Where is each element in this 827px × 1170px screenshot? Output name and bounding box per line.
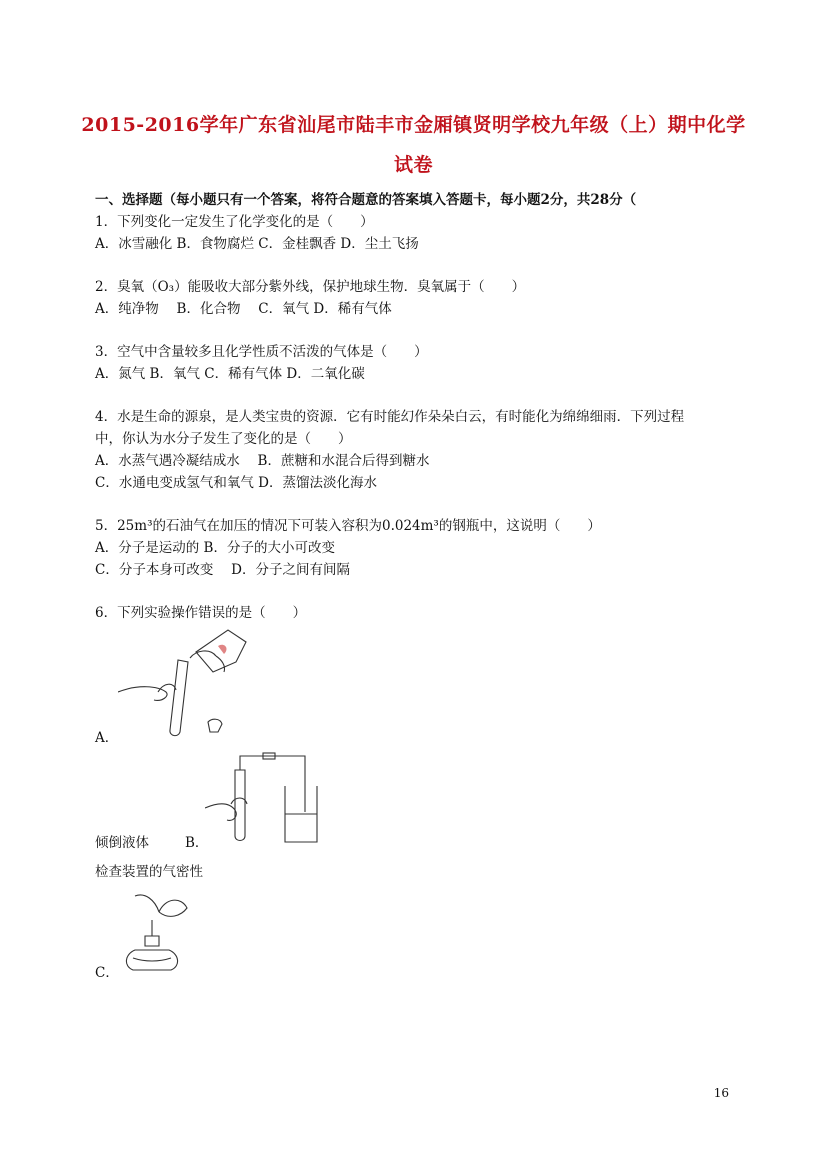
document-title-line1: 2015-2016学年广东省汕尾市陆丰市金厢镇贤明学校九年级（上）期中化学 [81,114,746,136]
q5-options-ab: A．分子是运动的 B．分子的大小可改变 [95,540,335,556]
q5-options-cd: C．分子本身可改变 D．分子之间有间隔 [95,562,350,578]
page-number: 16 [713,1086,729,1100]
alcohol-lamp-figure [115,890,190,978]
q3-stem: 3．空气中含量较多且化学性质不活泼的气体是（ ） [95,344,428,360]
q2-stem: 2．臭氧（O₃）能吸收大部分紫外线，保护地球生物．臭氧属于（ ） [95,279,526,295]
q4-options-ab: A．水蒸气遇冷凝结成水 B．蔗糖和水混合后得到糖水 [95,453,430,469]
section-heading: 一、选择题（每小题只有一个答案，将符合题意的答案填入答题卡，每小题2分，共28分（ [95,192,637,208]
q3-options: A．氮气 B．氧气 C．稀有气体 D．二氧化碳 [95,366,365,382]
airtightness-check-figure [205,752,325,848]
q6-option-a-label: A． [95,730,119,746]
q5-stem: 5．25m³的石油气在加压的情况下可装入容积为0.024m³的钢瓶中，这说明（ ） [95,518,601,534]
q6-option-a-caption: 倾倒液体 [95,835,149,851]
q6-stem: 6．下列实验操作错误的是（ ） [95,605,307,621]
q4-stem: 4．水是生命的源泉，是人类宝贵的资源．它有时能幻作朵朵白云，有时能化为绵绵细雨．下列过程 [95,409,685,425]
q6-option-c-label: C． [95,965,119,981]
q1-options: A．冰雪融化 B．食物腐烂 C．金桂飘香 D．尘土飞扬 [95,236,419,252]
q4-stem-continued: 中，你认为水分子发生了变化的是（ ） [95,431,352,447]
document-title-line2: 试卷 [393,154,433,176]
pouring-liquid-figure [118,622,248,742]
q2-options: A．纯净物 B．化合物 C．氧气 D．稀有气体 [95,301,392,317]
q4-options-cd: C．水通电变成氢气和氧气 D．蒸馏法淡化海水 [95,475,377,491]
q6-option-b-caption: 检查装置的气密性 [95,864,203,880]
q1-stem: 1．下列变化一定发生了化学变化的是（ ） [95,214,374,230]
q6-option-b-label: B． [185,835,209,851]
